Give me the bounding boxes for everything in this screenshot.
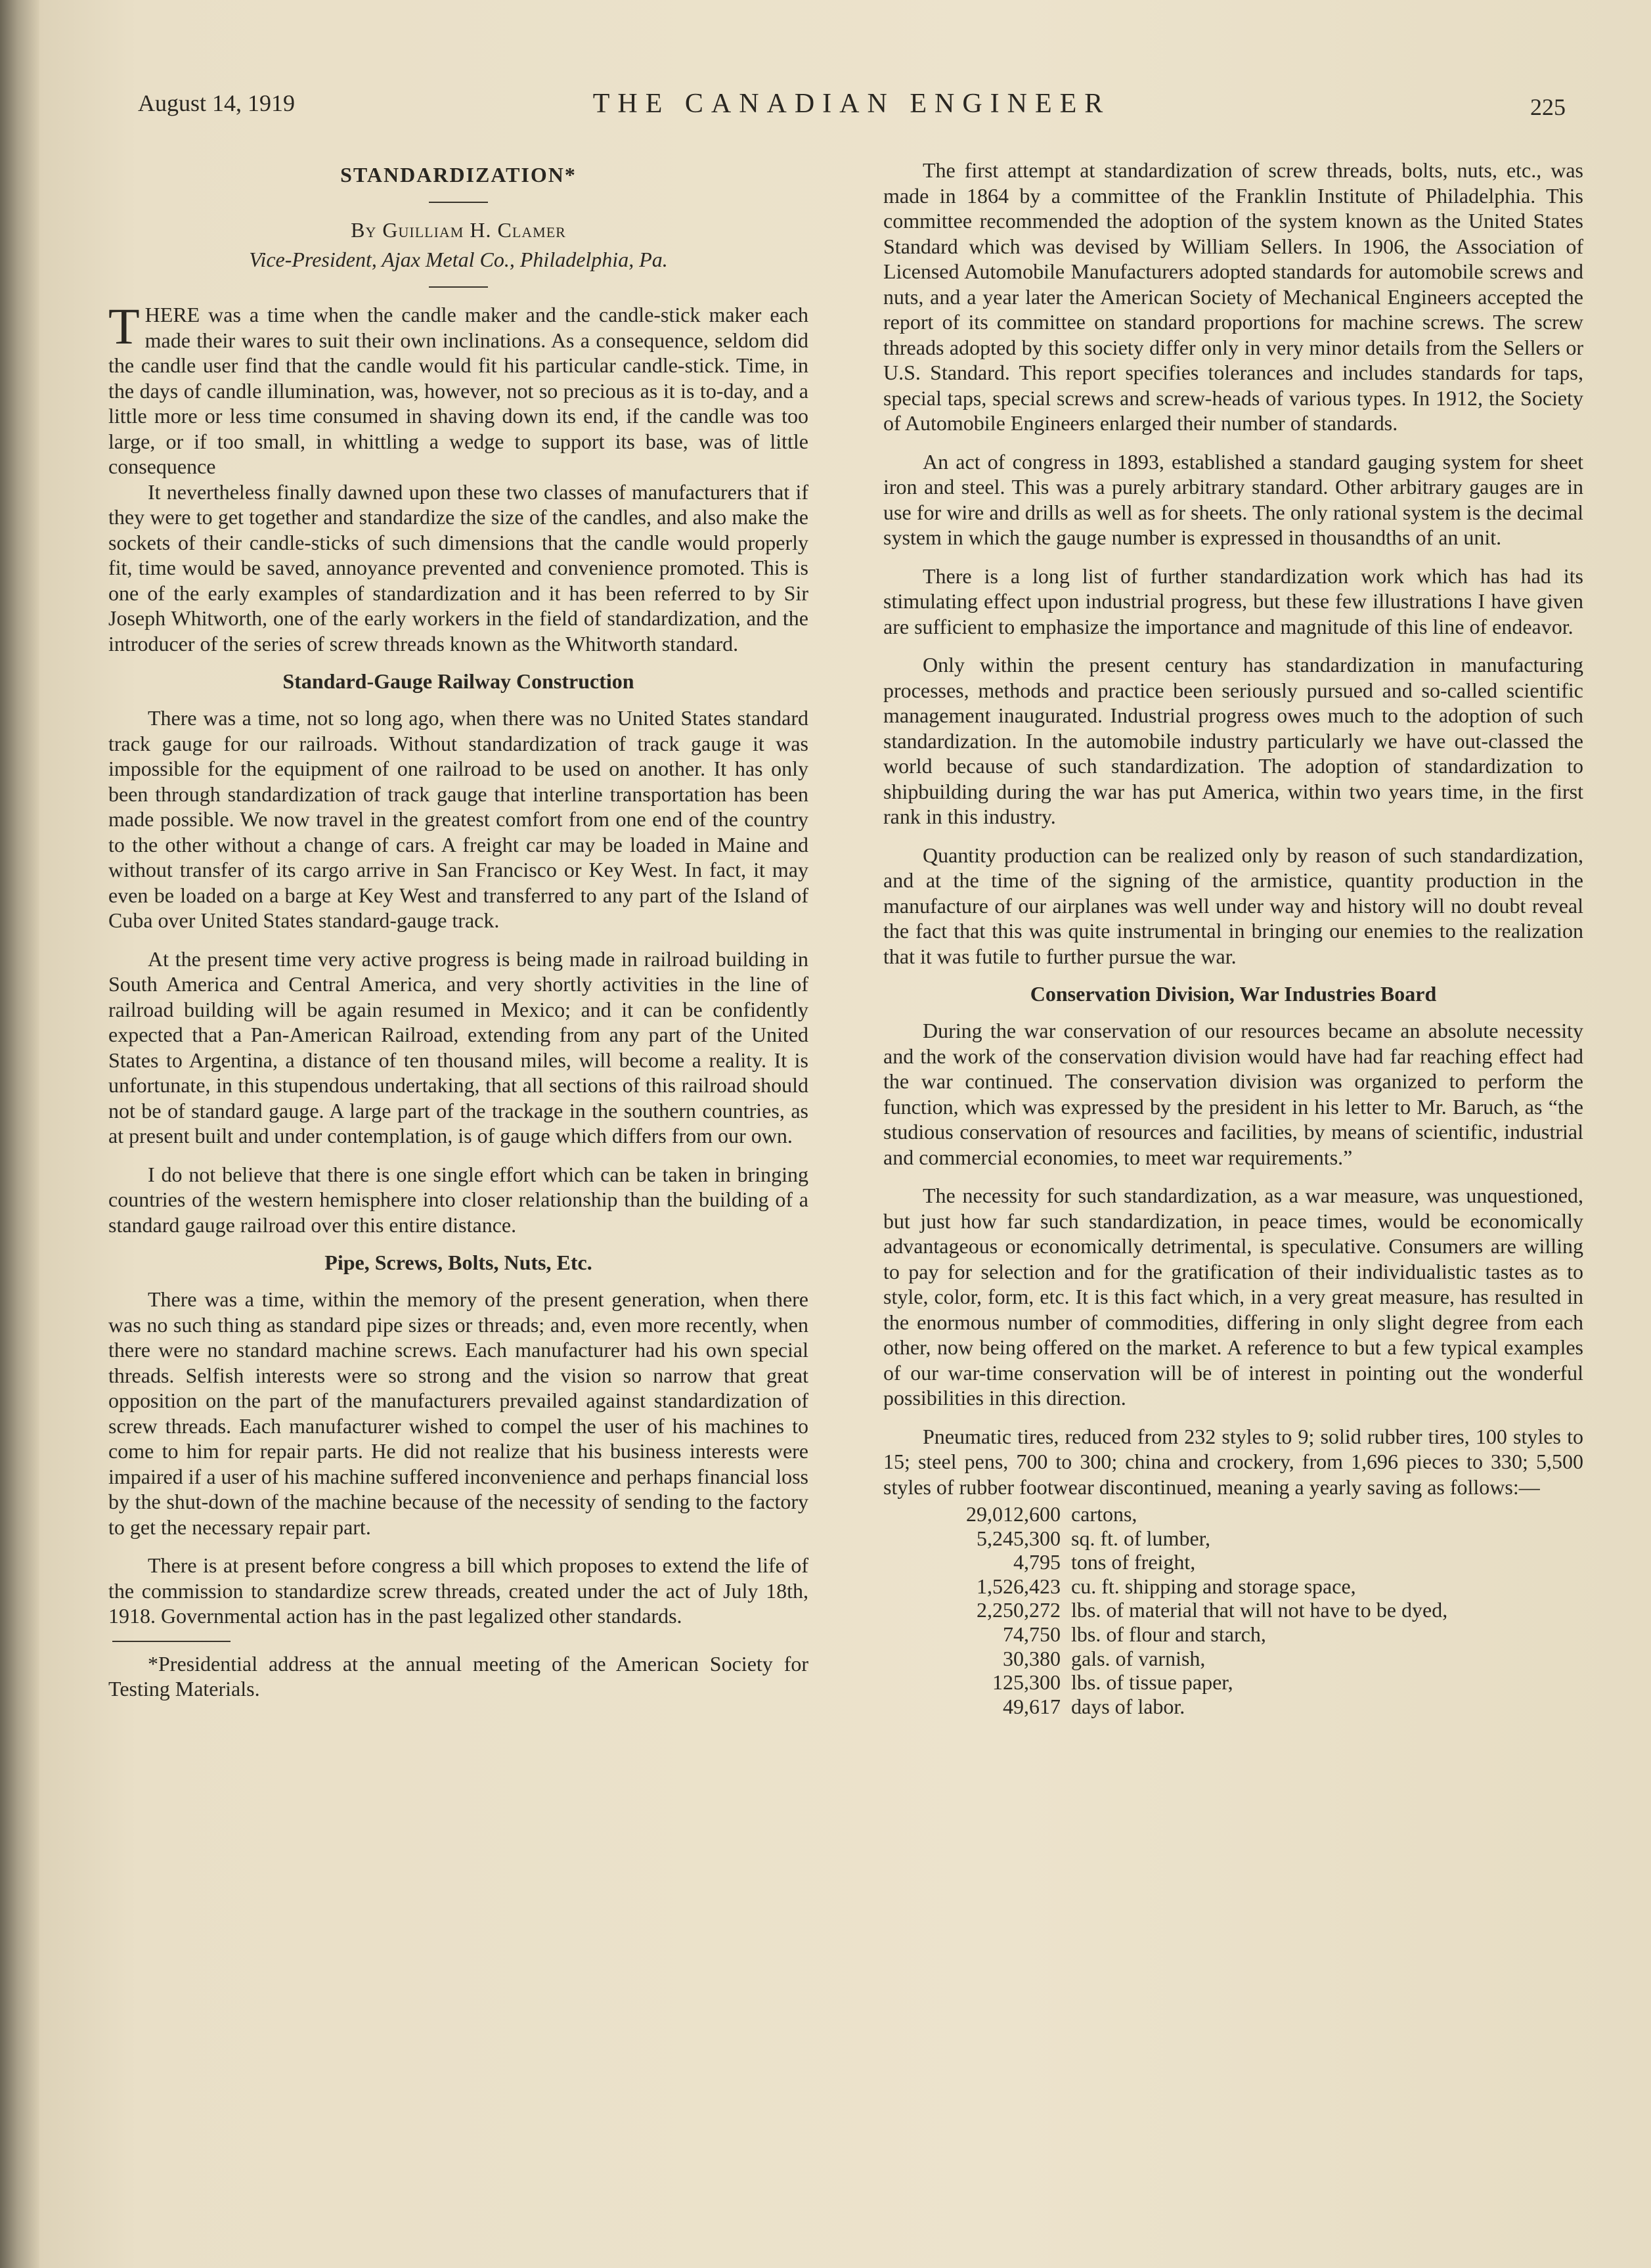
footnote-marker: * [564, 163, 577, 187]
footnote-text: *Presidential address at the annual meeting of the American Society for Testing Materials. [108, 1651, 808, 1701]
paragraph-railway-2: At the present time very active progress is being made in railroad building in South America and Central America, and very shortly activities in the line of railroad building will be again resumed in Mexico; and it can be confidently expected that a Pan-American Railroad, extending from any part of the United States to Argentina, a distance of ten thousand miles, will become a reality. It is unfortunate, in this stupendous undertaking, that all sections of this railroad should not be of standard gauge. A large part of the trackage in the southern countries, as at present built and under contemplation, is of gauge which differs from our own. [108, 946, 808, 1147]
savings-quantity: 1,526,423 [977, 1574, 1061, 1598]
paragraph-further-work: There is a long list of further standardization work which has had its stimulating effect upon industrial progress, but these few illustrations I have given are sufficient to emphasize the importance and magnitude of this line of endeavor. [883, 564, 1583, 638]
savings-row [883, 1695, 1583, 1719]
paragraph-pipe-2: There is at present before congress a bill which proposes to extend the life of the commission to standardize screw threads, created under the act of July 18th, 1918. Governmental action has in the past legalized other standards. [108, 1553, 808, 1628]
savings-row [883, 1550, 1583, 1574]
paragraph-conservation-1: During the war conservation of our resources became an absolute necessity and the work of the conservation division would have had far reaching effect had the war continued. The conservation division was organized to perform the function, which was expressed by the president in his letter to Mr. Baruch, as “the studious conservation of resources and facilities, by means of scientific, industrial and commercial economies, to meet war requirements.” [883, 1019, 1583, 1169]
savings-row [883, 1670, 1583, 1695]
title-rule [429, 202, 488, 203]
right-column [883, 158, 1583, 1718]
footnote [108, 1651, 808, 1701]
paragraph-present-century: Only within the present century has standardization in manufacturing processes, methods and practice been seriously pursued and so-called scientific management inaugurated. Industrial progress owes much to the adoption of such standardization. In the automobile industry particularly we have out-classed the world because of such standardization. The adoption of standardization to shipbuilding during the war has put America, within two years time, in the first rank in this industry. [883, 653, 1583, 828]
savings-quantity: 49,617 [1003, 1694, 1061, 1718]
byline-rule [429, 286, 488, 288]
page [39, 0, 1651, 2268]
savings-row [883, 1622, 1583, 1647]
paragraph-conservation-2: The necessity for such standardization, as a war measure, was unquestioned, but just how far such standardization, in peace times, would be economically advantageous or economically detrimental, is speculative. Consumers are willing to pay for selection and for the gratification of their individualistic tastes as to style, color, form, etc. It is this fact which, in a very great measure, has resulted in the enormous number of commodities, differing in only slight degree from each other, now being offered on the market. A reference to but a few typical examples of our war-time conservation will be of interest in pointing out the wonderful possibilities in this direction. [883, 1184, 1583, 1410]
savings-description: lbs. of flour and starch, [1071, 1622, 1266, 1646]
heading-railway: Standard-Gauge Railway Construction [282, 669, 634, 693]
savings-description: cartons, [1071, 1502, 1137, 1526]
savings-quantity: 125,300 [992, 1670, 1061, 1695]
heading-conservation: Conservation Division, War Industries Board [1030, 982, 1437, 1006]
savings-description: cu. ft. shipping and storage space, [1071, 1574, 1356, 1598]
savings-row [883, 1647, 1583, 1671]
paragraph-railway-3: I do not believe that there is one single effort which can be taken in bringing countries of the western hemisphere into closer relationship than the building of a standard gauge railroad over this entire distance. [108, 1162, 808, 1237]
left-column [108, 158, 808, 1701]
byline: By Guilliam H. Clamer [351, 218, 566, 242]
savings-quantity: 29,012,600 [966, 1502, 1061, 1526]
savings-row [883, 1598, 1583, 1622]
running-head [138, 84, 1566, 123]
savings-description: days of labor. [1071, 1694, 1185, 1718]
page-number: 225 [1530, 94, 1566, 120]
savings-list [883, 1502, 1583, 1718]
paragraph-pipe-1: There was a time, within the memory of the present generation, when there was no such thing as standard pipe sizes or threads; and, even more recently, when there were no standard machine screws. Each manufacturer had his own special threads. Selfish interests were so strong and the vision so narrow that great opposition on the part of the manufacturers prevailed against standardization of screw threads. Each manufacturer wished to compel the user of his machines to come to him for repair parts. He did not realize that his business interests were impaired if a user of his machine suffered inconvenience and perhaps financial loss by the shut-down of the machine because of the necessity of sending to the factory to get the necessary repair part. [108, 1287, 808, 1539]
issue-date: August 14, 1919 [138, 90, 296, 116]
savings-description: lbs. of material that will not have to be dyed, [1071, 1598, 1448, 1622]
savings-row [883, 1526, 1583, 1551]
savings-description: gals. of varnish, [1071, 1646, 1206, 1670]
drop-cap: T [108, 298, 140, 355]
savings-quantity: 4,795 [1013, 1550, 1061, 1574]
footnote-rule [112, 1641, 231, 1642]
savings-quantity: 74,750 [1003, 1622, 1061, 1646]
savings-description: sq. ft. of lumber, [1071, 1526, 1211, 1550]
article-title: STANDARDIZATION* [340, 163, 577, 187]
paragraph-railway-1: There was a time, not so long ago, when there was no United States standard track gauge for our railroads. Without standardization of track gauge it was impossible for the equipment of one railroad to be used on another. It has only been through standardization of track gauge that interline transportation has been made possible. We now travel in the greatest comfort from one end of the country to the other without a change of cars. A freight car may be loaded in Maine and without transfer of its cargo arrive in San Francisco or Key West. In fact, it may even be loaded on a barge at Key West and transferred to any part of the Island of Cuba over United States standard-gauge track. [108, 706, 808, 932]
binding-shadow [0, 0, 39, 2268]
savings-row [883, 1502, 1583, 1526]
paragraph-quantity-production: Quantity production can be realized only by reason of such standardization, and at the time of the signing of the armistice, quantity production in the manufacture of our airplanes was well under way and history will no doubt reveal the fact that this was quite instrumental in bringing our enemies to the realization that it was futile to further pursue the war. [883, 843, 1583, 968]
affiliation: Vice-President, Ajax Metal Co., Philadelphia, Pa. [249, 247, 668, 271]
intro-paragraph: THERE was a time when the candle maker and the candle-stick maker each made their wares to suit their own inclinations. As a consequence, seldom did the candle user find that the candle would fit his particular candle-stick. Time, in the days of candle illumination, was, however, not so precious as it is to-day, and a little more or less time consumed in shaving down its end, if the candle was too large, or if too small, in whittling a wedge to support its base, was of little consequence [108, 298, 808, 478]
savings-quantity: 5,245,300 [977, 1526, 1061, 1550]
savings-quantity: 30,380 [1003, 1646, 1061, 1670]
paragraph-screw-history: The first attempt at standardization of screw threads, bolts, nuts, etc., was made in 1864 by a committee of the Franklin Institute of Philadelphia. This committee recommended the adoption of the system known as the United States Standard which was devised by William Sellers. In 1906, the Association of Licensed Automobile Manufacturers adopted standards for automobile screws and nuts, and a year later the American Society of Mechanical Engineers accepted the report of its committee on standard proportions for machine screws. The screw threads adopted by this society differ only in very minor details from the Sellers or U.S. Standard. This report specifies tolerances and includes standards for taps, special taps, special screws and screw-heads of various types. In 1912, the Society of Automobile Engineers enlarged their number of standards. [883, 158, 1583, 435]
savings-description: lbs. of tissue paper, [1071, 1670, 1233, 1695]
savings-row [883, 1574, 1583, 1599]
paragraph-gauge-act: An act of congress in 1893, established a standard gauging system for sheet iron and steel. This was a purely arbitrary standard. Other arbitrary gauges are in use for wire and drills as well as for sheets. The only rational system is the decimal system in which the gauge number is expressed in thousandths of an unit. [883, 449, 1583, 549]
journal-title: THE CANADIAN ENGINEER [592, 89, 1111, 119]
paragraph-conservation-3: Pneumatic tires, reduced from 232 styles to 9; solid rubber tires, 100 styles to 15; steel pens, 700 to 300; china and crockery, from 1,696 pieces to 330; 5,500 styles of rubber footwear discontinued, meaning a yearly saving as follows:— [883, 1424, 1583, 1499]
savings-description: tons of freight, [1071, 1550, 1196, 1574]
paragraph-candle-standard: It nevertheless finally dawned upon these two classes of manufacturers that if they were to get together and standardize the size of the candles, and also make the sockets of their candle-sticks of such dimensions that the candle would properly fit, time would be saved, annoyance prevented and convenience promoted. This is one of the early examples of standardization and it has been referred to by Sir Joseph Whitworth, one of the early workers in the field of standardization, and the introducer of the series of screw threads known as the Whitworth standard. [108, 479, 808, 656]
savings-quantity: 2,250,272 [977, 1598, 1061, 1622]
heading-pipe-screws: Pipe, Screws, Bolts, Nuts, Etc. [324, 1251, 592, 1274]
